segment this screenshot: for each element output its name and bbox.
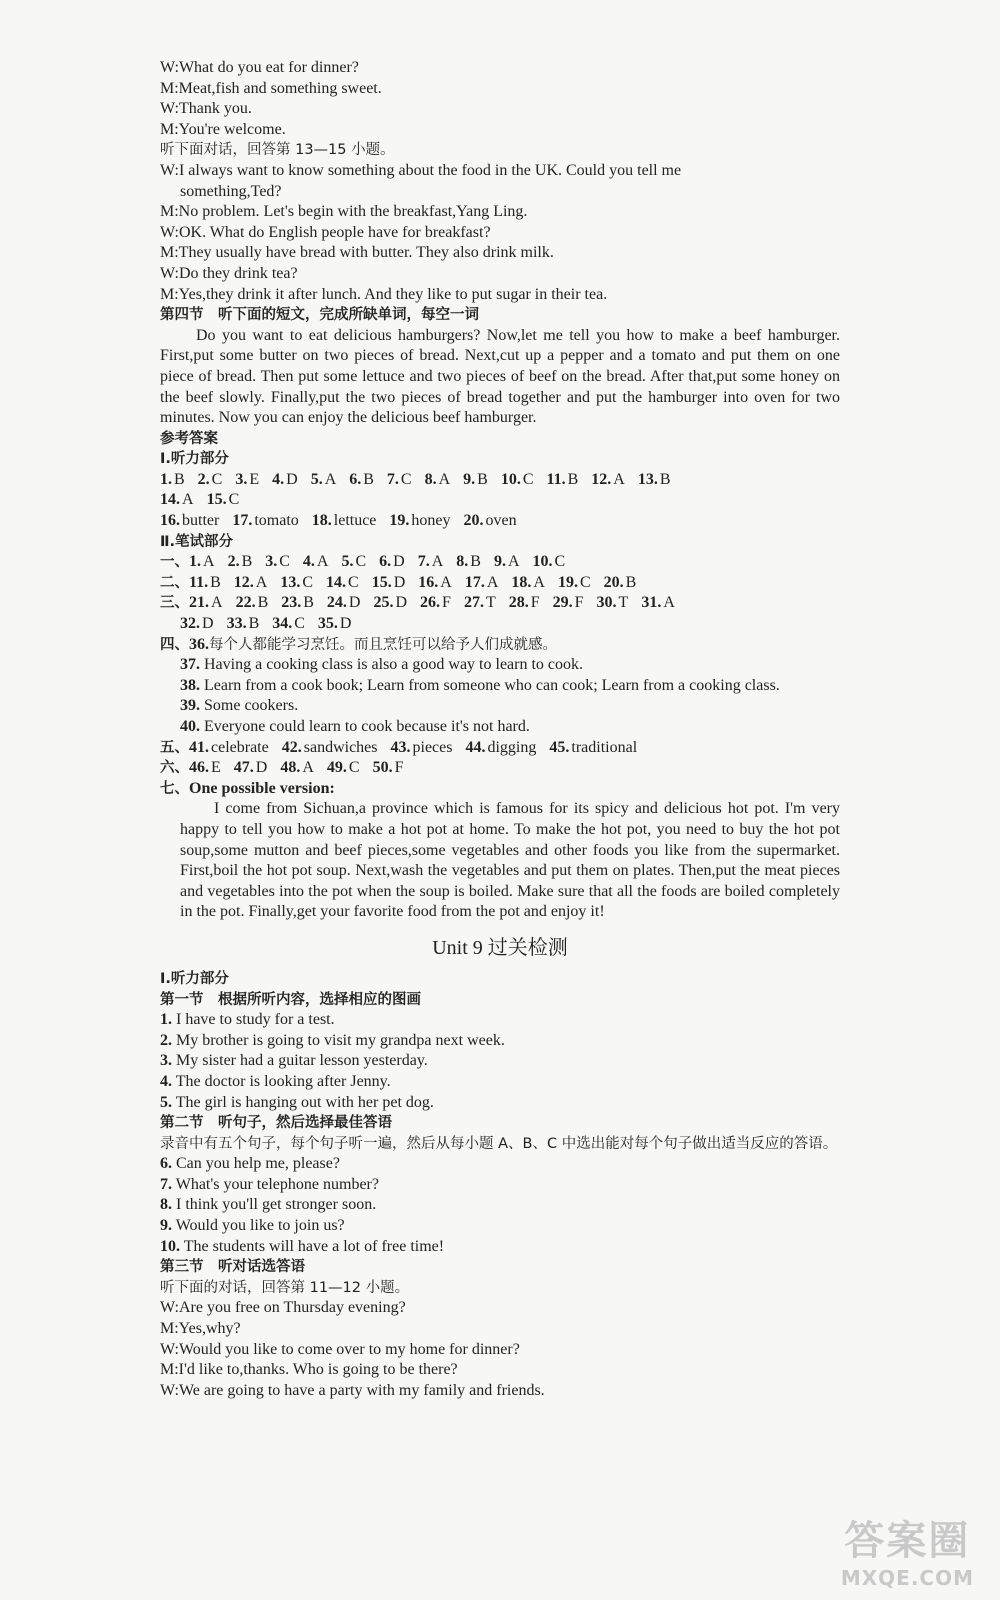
answer-number: 22.: [235, 594, 256, 612]
answer-item: [189, 594, 223, 611]
part1-heading: Ⅰ.听力部分: [160, 451, 229, 468]
list-item: [160, 1010, 840, 1031]
section-label: 五、: [160, 739, 189, 756]
answer-item: [234, 759, 268, 776]
answer-item: [189, 553, 215, 570]
answer-number: 10.: [532, 553, 553, 571]
dialogue-line: W:Thank you.: [160, 100, 252, 118]
answer-value: pieces: [412, 738, 453, 756]
answer-value: C: [228, 491, 240, 509]
s4-item: [160, 696, 840, 717]
answer-item: [198, 471, 223, 488]
answer-item: [327, 759, 360, 776]
answer-number: 49.: [326, 759, 347, 777]
answer-item: [160, 491, 194, 508]
list-item: [160, 1216, 840, 1237]
list-item: [160, 1093, 840, 1114]
s7-row: [160, 779, 840, 800]
answer-value: A: [507, 553, 520, 571]
dialogue-line: W:OK. What do English people have for breakfast?: [160, 223, 491, 241]
answers-heading: 参考答案: [160, 430, 218, 447]
item-number: 39.: [180, 697, 200, 715]
answer-number: 18.: [311, 512, 332, 530]
answer-number: 3.: [235, 470, 248, 488]
dialogue-line: M:You're welcome.: [160, 120, 286, 138]
answer-item: [281, 594, 314, 611]
answer-number: 11.: [189, 573, 209, 591]
answer-value: B: [303, 594, 314, 612]
answer-number: 29.: [552, 594, 573, 612]
answer-value: C: [400, 470, 412, 488]
answer-number: 15.: [371, 573, 392, 591]
answer-item: [464, 594, 496, 611]
list-item: [160, 1154, 840, 1175]
answer-value: A: [613, 470, 625, 488]
answer-value: digging: [487, 738, 537, 756]
section-label: 三、: [160, 595, 189, 612]
answer-number: 10.: [500, 470, 521, 488]
item-number: 38.: [180, 676, 200, 694]
answer-value: B: [470, 553, 481, 571]
section-label: 二、: [160, 574, 189, 591]
section4-heading: 第四节 听下面的短文，完成所缺单词，每空一词: [160, 307, 479, 324]
answer-value: oven: [485, 512, 517, 530]
answer-item: [372, 574, 406, 591]
answer-item: [189, 739, 269, 756]
answer-value: F: [530, 594, 540, 612]
answer-number: 9.: [463, 470, 476, 488]
answer-number: 50.: [372, 759, 393, 777]
section-label: 四、: [160, 636, 189, 653]
answer-item: [236, 594, 269, 611]
answer-value: T: [485, 594, 496, 612]
answer-number: 30.: [596, 594, 617, 612]
item-number: 9.: [160, 1217, 172, 1235]
answer-item: [465, 739, 536, 756]
answer-number: 16.: [418, 573, 439, 591]
list-item: [160, 1031, 840, 1052]
answer-item: [280, 759, 314, 776]
answer-number: 28.: [508, 594, 529, 612]
answer-number: 4.: [272, 470, 285, 488]
answer-number: 26.: [420, 594, 441, 612]
answer-item: [604, 574, 637, 591]
answer-item: [228, 553, 253, 570]
list-item: [160, 1237, 840, 1258]
item-text: I think you'll get stronger soon.: [176, 1196, 377, 1214]
u9-sec2-intro: 录音中有五个句子，每个句子听一遍，然后从每小题 A、B、C 中选出能对每个句子做出适当反应的答语。: [160, 1135, 838, 1152]
answer-number: 27.: [463, 594, 484, 612]
answer-value: F: [394, 759, 404, 777]
answer-value: D: [286, 470, 298, 488]
answer-number: 6.: [379, 553, 392, 571]
answer-item: [280, 574, 313, 591]
answer-number: 19.: [557, 573, 578, 591]
answer-value: butter: [182, 512, 220, 530]
dialogue-line: W:We are going to have a party with my family and friends.: [160, 1381, 545, 1399]
answer-value: T: [618, 594, 629, 612]
s6-answers: [189, 759, 416, 776]
answer-value: D: [202, 615, 214, 633]
answer-number: 20.: [463, 512, 484, 530]
answer-number: 3.: [265, 553, 278, 571]
answer-number: 2.: [197, 470, 210, 488]
answer-number: 6.: [349, 470, 362, 488]
answer-number: 4.: [302, 553, 315, 571]
answer-item: [558, 574, 591, 591]
q13-dialogue: [160, 161, 840, 305]
answer-item: [189, 759, 221, 776]
item-text: My brother is going to visit my grandpa next week.: [176, 1031, 505, 1049]
answer-value: B: [625, 573, 637, 591]
answer-item: [597, 594, 629, 611]
list-item: [160, 1195, 840, 1216]
section4-passage: Do you want to eat delicious hamburgers? Now,let me tell you how to make a beef hamburger. First,put some butter on two pieces of bread. Next,cut up a pepper and a tomato and put them on one piece of bread. Then put some lettuce and two pieces of beef on the bread. After that,put some honey on the beef slowly. Finally,put the two pieces of bread together and put the hamburger into oven for two minutes. Now you can enjoy the delicious beef hamburger.: [160, 326, 840, 427]
answer-value: A: [440, 573, 452, 591]
answer-item: [425, 471, 451, 488]
answer-number: 45.: [549, 738, 570, 756]
answer-item: [373, 759, 404, 776]
answer-item: [387, 471, 412, 488]
dialogue-line: W:Are you free on Thursday evening?: [160, 1299, 406, 1317]
answer-value: D: [339, 615, 352, 633]
answer-value: B: [210, 573, 221, 591]
answer-item: [549, 739, 637, 756]
answer-value: B: [241, 553, 253, 571]
answer-item: [464, 512, 517, 529]
s2-row: [160, 573, 840, 594]
item-text: The girl is hanging out with her pet dog.: [175, 1093, 434, 1111]
answer-value: A: [324, 470, 337, 488]
dialogue-line: M:Meat,fish and something sweet.: [160, 79, 382, 97]
answer-item: [318, 615, 352, 632]
s4-item: [160, 717, 840, 738]
answer-number: 25.: [373, 594, 394, 612]
answer-value: B: [363, 470, 374, 488]
answer-item: [638, 471, 671, 488]
answer-value: A: [663, 594, 675, 612]
essay-text: I come from Sichuan,a province which is famous for its spicy and delicious hot pot. I'm very happy to tell you how to make a hot pot at home. To make the hot pot, you need to buy the hot pot soup,some mutton and beef pieces,some vegetables and other foods you like from the supermarket. First,boil the hot pot soup. Next,wash the vegetables and put them on plates. Then,put the meat pieces and vegetables into the pot when the soup is boiled. Make sure that all the foods are boiled completely in the pot. Finally,get your favorite food from the pot and enjoy it!: [180, 800, 840, 921]
answer-number: 48.: [280, 759, 301, 777]
item-number: 6.: [160, 1155, 172, 1173]
answer-item: [312, 512, 377, 529]
dialogue-line: M:I'd like to,thanks. Who is going to be there?: [160, 1361, 458, 1379]
answer-value: A: [316, 553, 329, 571]
answer-number: 24.: [326, 594, 347, 612]
item-text: Can you help me, please?: [176, 1155, 340, 1173]
answer-value: A: [431, 553, 444, 571]
answer-number: 8.: [456, 553, 469, 571]
answer-item: [418, 574, 452, 591]
item-text: Would you like to join us?: [175, 1217, 345, 1235]
answer-item: [591, 471, 625, 488]
answer-item: [160, 512, 219, 529]
u9-part1-heading: Ⅰ.听力部分: [160, 970, 229, 987]
answer-value: D: [393, 553, 405, 571]
answer-number: 14.: [326, 573, 347, 591]
s4-row: [160, 635, 840, 656]
answer-item: [180, 615, 214, 632]
answer-number: 1.: [189, 553, 201, 571]
answer-item: [456, 553, 481, 570]
answer-number: 5.: [310, 470, 323, 488]
answer-value: A: [255, 573, 268, 591]
s1-row: [160, 552, 840, 573]
part1-row1: [160, 470, 840, 491]
answer-value: A: [302, 759, 314, 777]
answer-item: [509, 594, 540, 611]
answer-number: 14.: [160, 491, 180, 509]
answer-number: 32.: [180, 615, 200, 633]
answer-item: [463, 471, 488, 488]
watermark-url: MXQE.COM: [840, 1566, 974, 1590]
answer-value: tomato: [254, 512, 299, 530]
section-label: 六、: [160, 760, 189, 777]
answer-item: [282, 739, 378, 756]
answer-value: B: [567, 470, 579, 488]
u9-sec3-heading: 第三节 听对话选答语: [160, 1259, 305, 1276]
part1-row3: [160, 511, 840, 532]
item-text: The doctor is looking after Jenny.: [175, 1072, 391, 1090]
answer-item: [420, 594, 451, 611]
answer-item: [373, 594, 407, 611]
answer-item: [533, 553, 566, 570]
answer-number: 7.: [386, 470, 399, 488]
s4-item: [160, 655, 840, 676]
answer-item: [303, 553, 329, 570]
top-dialogue: [160, 58, 840, 140]
item-text: Some cookers.: [204, 697, 299, 715]
answer-number: 33.: [226, 615, 247, 633]
answer-number: 34.: [272, 615, 293, 633]
answer-item: [326, 574, 359, 591]
answer-number: 9.: [493, 553, 506, 571]
answer-value: D: [393, 573, 406, 591]
answer-item: [349, 471, 374, 488]
answer-number: 23.: [281, 594, 302, 612]
answer-value: D: [348, 594, 361, 612]
item-text: What's your telephone number?: [175, 1175, 379, 1193]
answer-item: [160, 471, 185, 488]
watermark-logo: 答案圈: [844, 1518, 971, 1564]
answer-number: 19.: [389, 512, 410, 530]
s1-answers: [189, 553, 578, 570]
answer-number: 35.: [317, 615, 338, 633]
answer-item: [341, 553, 366, 570]
answer-value: C: [579, 573, 591, 591]
answer-number: 47.: [233, 759, 254, 777]
answer-value: traditional: [571, 738, 638, 756]
answer-item: [311, 471, 337, 488]
dialogue-line: M:Yes,they drink it after lunch. And they like to put sugar in their tea.: [160, 285, 608, 303]
answer-value: C: [355, 553, 367, 571]
s5-answers: [189, 739, 650, 756]
answer-item: [207, 491, 240, 508]
answer-item: [465, 574, 499, 591]
answer-value: A: [203, 553, 215, 571]
answer-number: 13.: [637, 470, 658, 488]
answer-value: A: [211, 594, 223, 612]
answer-value: B: [659, 470, 671, 488]
answer-item: [379, 553, 405, 570]
answer-number: 44.: [465, 738, 486, 756]
answer-value: C: [211, 470, 223, 488]
answer-number: 46.: [189, 759, 209, 777]
item-number: 3.: [160, 1052, 172, 1070]
answer-number: 13.: [280, 573, 301, 591]
dialogue-line: W:Would you like to come over to my home for dinner?: [160, 1340, 520, 1358]
answer-number: 11.: [546, 470, 566, 488]
dialogue-line: W:What do you eat for dinner?: [160, 59, 359, 76]
answer-item: [227, 615, 260, 632]
dialogue-line: M:Yes,why?: [160, 1320, 241, 1338]
answer-item: [189, 574, 221, 591]
answer-value: lettuce: [333, 512, 377, 530]
watermark: [841, 1509, 974, 1590]
answer-item: [235, 471, 259, 488]
s2-answers: [189, 574, 649, 591]
answer-item: [265, 553, 290, 570]
answer-value: B: [248, 615, 260, 633]
answer-number: 18.: [511, 573, 532, 591]
answer-value: F: [442, 594, 451, 612]
s3-row2: [160, 614, 840, 635]
answer-number: 31.: [641, 594, 662, 612]
answer-number: 12.: [233, 573, 254, 591]
answer-value: A: [533, 573, 545, 591]
part1-row2: [160, 490, 840, 511]
answer-value: A: [438, 470, 451, 488]
item-text: 每个人都能学习烹饪。而且烹饪可以给予人们成就感。: [209, 636, 557, 653]
item-text: The students will have a lot of free time!: [183, 1237, 445, 1255]
s7-heading: One possible version:: [189, 779, 335, 797]
dialogue-line: M:They usually have bread with butter. They also drink milk.: [160, 244, 554, 262]
answer-value: celebrate: [211, 738, 269, 756]
answer-number: 2.: [227, 553, 240, 571]
answer-value: sandwiches: [303, 738, 378, 756]
item-number: 7.: [160, 1175, 172, 1193]
u9-sec1-heading: 第一节 根据所听内容，选择相应的图画: [160, 991, 421, 1008]
item-number: 10.: [160, 1237, 180, 1255]
s3-row1: [160, 593, 840, 614]
answer-number: 17.: [232, 512, 253, 530]
answer-value: C: [554, 553, 566, 571]
u9-sec3-intro: 听下面的对话，回答第 11—12 小题。: [160, 1279, 410, 1296]
answer-number: 17.: [464, 573, 485, 591]
answer-value: C: [302, 573, 314, 591]
section-label: 七、: [160, 780, 189, 797]
dialogue-line: W:Do they drink tea?: [160, 264, 298, 282]
answer-number: 8.: [424, 470, 437, 488]
answer-number: 7.: [417, 553, 430, 571]
answer-value: B: [174, 470, 185, 488]
item-number: 2.: [160, 1031, 172, 1049]
part2-heading: Ⅱ.笔试部分: [160, 533, 234, 550]
answer-item: [234, 574, 268, 591]
answer-value: A: [486, 573, 499, 591]
answer-item: [389, 512, 450, 529]
answer-number: 43.: [390, 738, 411, 756]
answer-number: 20.: [603, 573, 624, 591]
answer-item: [327, 594, 361, 611]
unit-title: Unit 9 过关检测: [432, 936, 568, 959]
item-number: 37.: [180, 656, 200, 674]
item-number: 8.: [160, 1196, 172, 1214]
answer-value: A: [182, 491, 194, 509]
s4-item: [160, 676, 840, 697]
s7-essay: [160, 799, 840, 923]
answer-item: [391, 739, 453, 756]
answer-value: B: [477, 470, 488, 488]
item-number: 5.: [160, 1093, 172, 1111]
answer-value: C: [279, 553, 290, 571]
answer-value: D: [395, 594, 408, 612]
answer-value: C: [348, 573, 359, 591]
answer-item: [511, 574, 545, 591]
answer-value: honey: [411, 512, 451, 530]
answer-number: 41.: [189, 738, 209, 756]
item-number: 1.: [160, 1011, 172, 1029]
answer-item: [641, 594, 675, 611]
dialogue-line: W:I always want to know something about the food in the UK. Could you tell me: [160, 161, 682, 179]
item-text: Everyone could learn to cook because it's not hard.: [204, 718, 530, 735]
answer-item: [501, 471, 534, 488]
answer-number: 15.: [206, 491, 227, 509]
answer-item: [272, 615, 305, 632]
answer-item: [553, 594, 584, 611]
answer-item: [494, 553, 520, 570]
answer-value: B: [257, 594, 269, 612]
answer-value: C: [348, 759, 360, 777]
answer-number: 21.: [189, 594, 209, 612]
answer-item: [232, 512, 298, 529]
dialogue-line: M:No problem. Let's begin with the breakfast,Yang Ling.: [160, 203, 528, 221]
answer-value: E: [249, 470, 260, 488]
answer-number: 5.: [341, 553, 354, 571]
answer-number: 1.: [160, 470, 172, 488]
section-label: 一、: [160, 554, 189, 571]
q13-intro: 听下面对话，回答第 13—15 小题。: [160, 142, 395, 159]
dialogue-line: something,Ted?: [180, 182, 282, 200]
answer-item: [272, 471, 298, 488]
s3-answers: [189, 594, 688, 611]
item-number: 36.: [189, 635, 209, 653]
answer-number: 42.: [281, 738, 302, 756]
item-text: Having a cooking class is also a good way to learn to cook.: [204, 656, 584, 674]
list-item: [160, 1175, 840, 1196]
item-number: 4.: [160, 1072, 172, 1090]
answer-value: E: [211, 759, 221, 777]
list-item: [160, 1072, 840, 1093]
item-text: I have to study for a test.: [176, 1011, 335, 1029]
item-text: My sister had a guitar lesson yesterday.: [176, 1052, 428, 1070]
item-text: Learn from a cook book; Learn from someone who can cook; Learn from a cooking class.: [204, 676, 780, 694]
u9-sec2-heading: 第二节 听句子，然后选择最佳答语: [160, 1115, 392, 1132]
answer-number: 16.: [160, 512, 180, 530]
answer-item: [547, 471, 579, 488]
list-item: [160, 1051, 840, 1072]
answer-item: [418, 553, 444, 570]
answer-value: C: [522, 470, 534, 488]
answer-number: 12.: [591, 470, 612, 488]
answer-value: F: [574, 594, 584, 612]
item-number: 40.: [180, 718, 200, 735]
s6-row: [160, 758, 840, 779]
answer-value: D: [255, 759, 268, 777]
s5-row: [160, 738, 840, 759]
answer-value: C: [294, 615, 305, 633]
